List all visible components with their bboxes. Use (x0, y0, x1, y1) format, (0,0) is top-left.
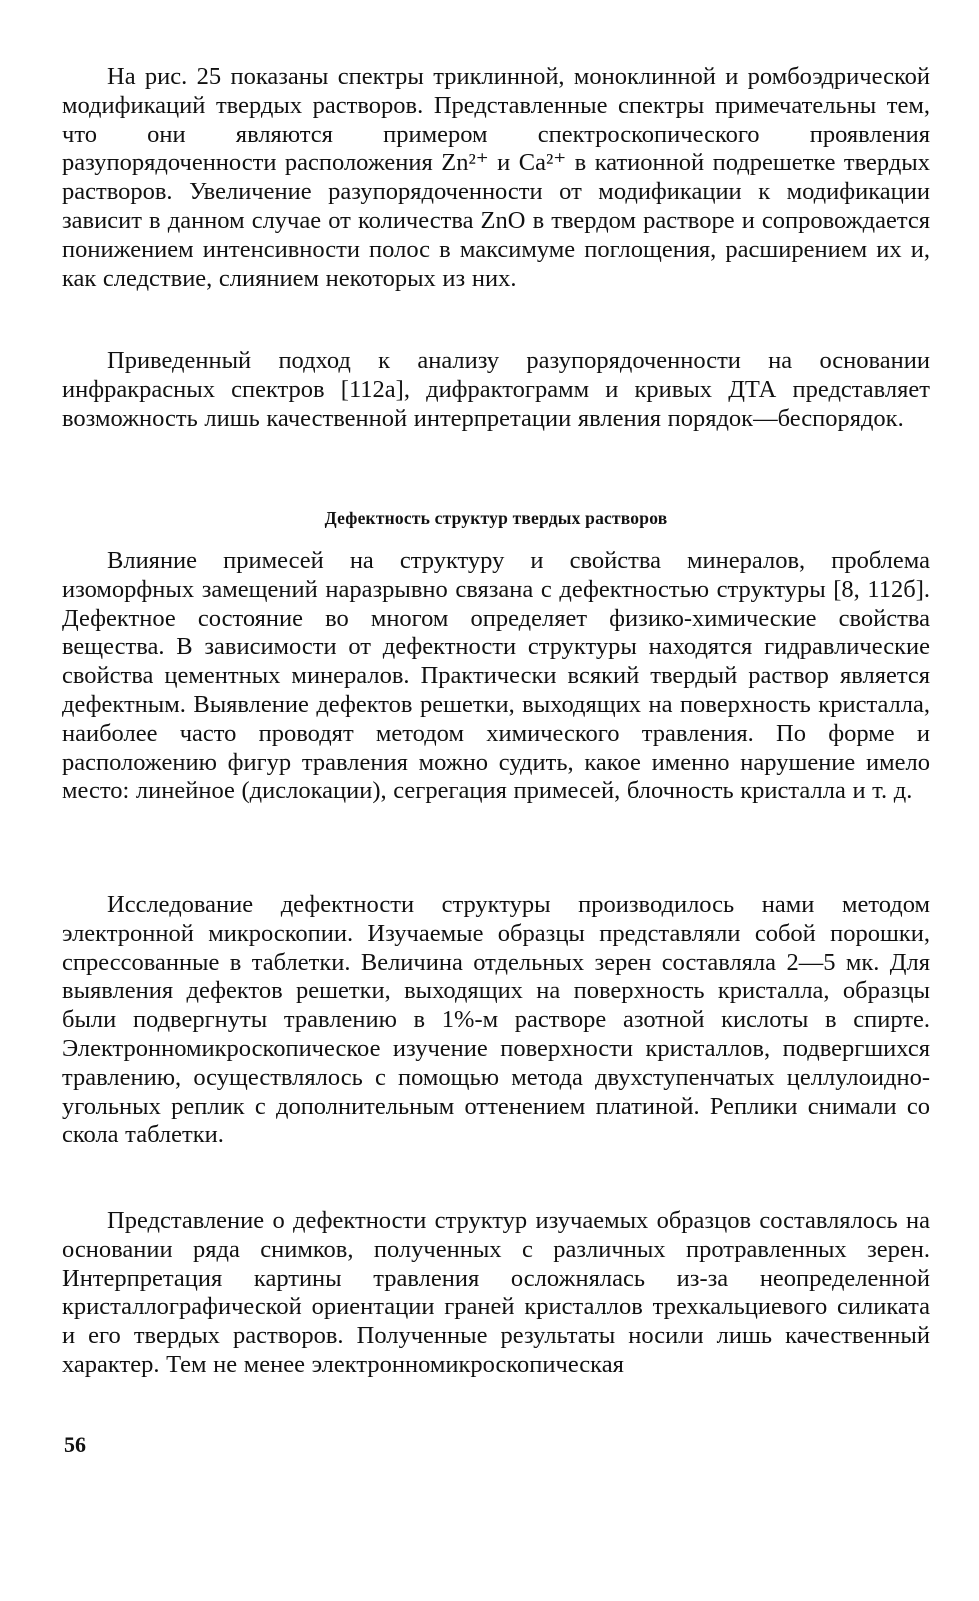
paragraph-defect-representation: Представление о дефектности структур изучаемых образцов составлялось на основании ряда снимков, полученных с различных протравленных зерен. Интерпретация картины травления осложнялась из-за неопределенной кристаллографической ориентации граней кристаллов трехкальциевого силиката и его твердых растворов. Полученные результаты носили лишь качественный характер. Тем не менее электронномикроскопическая (62, 1207, 930, 1378)
paragraph-disorder-approach: Приведенный подход к анализу разупорядоченности на основании инфракрасных спектров [112а], дифрактограмм и кривых ДТА представляет возможность лишь качественной интерпретации явления порядок—беспорядок. (62, 347, 930, 432)
page-number: 56 (64, 1432, 86, 1457)
paragraph-4-block (62, 891, 930, 1150)
paragraph-2-block (62, 347, 930, 433)
paragraph-3-block (62, 547, 930, 806)
paragraph-spectra: На рис. 25 показаны спектры триклинной, моноклинной и ромбоэдрической модификаций твердых растворов. Представленные спектры примечательны тем, что они являются примером спектроскопического проявления разупорядоченности расположения Zn²⁺ и Ca²⁺ в катионной подрешетке твердых растворов. Увеличение разупорядоченности от модификации к модификации зависит в данном случае от количества ZnO в твердом растворе и сопровождается понижением интенсивности полос в максимуме поглощения, расширением их и, как следствие, слиянием некоторых из них. (62, 63, 930, 292)
paragraph-1-block (62, 63, 930, 293)
paragraph-impurities: Влияние примесей на структуру и свойства минералов, проблема изоморфных замещений наразрывно связана с дефектностью структуры [8, 112б]. Дефектное состояние во многом определяет физико-химические свойства вещества. В зависимости от дефектности структуры находятся гидравлические свойства цементных минералов. Практически всякий твердый раствор является дефектным. Выявление дефектов решетки, выходящих на поверхность кристалла, наиболее часто проводят методом химического травления. По форме и расположению фигур травления можно судить, какое именно нарушение имело место: линейное (дислокации), сегрегация примесей, блочность кристалла и т. д. (62, 547, 930, 805)
section-heading: Дефектность структур твердых растворов (324, 508, 668, 528)
paragraph-5-block (62, 1207, 930, 1380)
paragraph-electron-microscopy: Исследование дефектности структуры производилось нами методом электронной микроскопии. Изучаемые образцы представляли собой порошки, спрессованные в таблетки. Величина отдельных зерен составляла 2—5 мк. Для выявления дефектов решетки, выходящих на поверхность кристалла, образцы были подвергнуты травлению в 1%-м растворе азотной кислоты в спирте. Электронномикроскопическое изучение поверхности кристаллов, подвергшихся травлению, осуществлялось с помощью метода двухступенчатых целлулоидно-угольных реплик с дополнительным оттенением платиной. Реплики снимали со скола таблетки. (62, 891, 930, 1149)
